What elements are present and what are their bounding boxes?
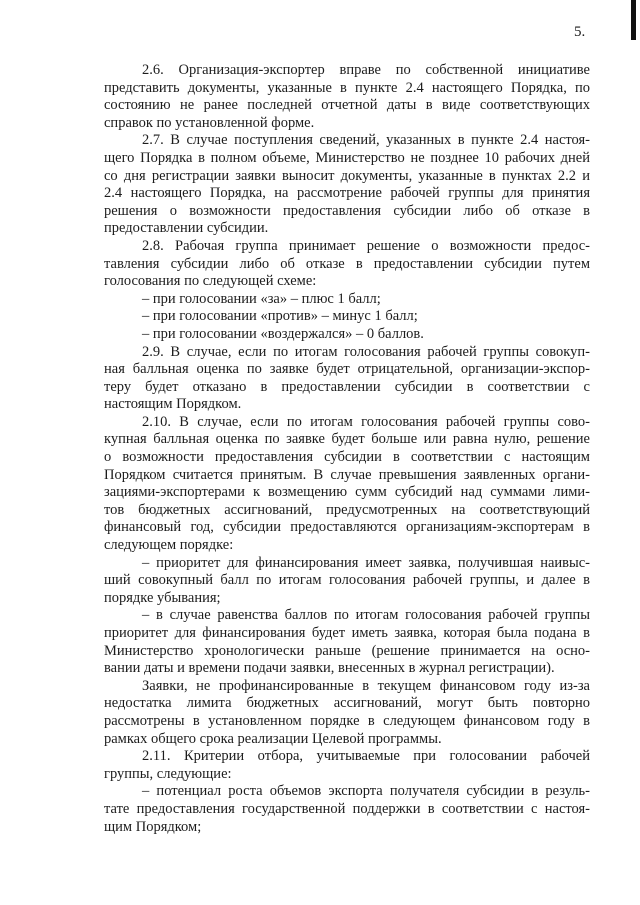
text-line: тате предоставления государственной поддержки в соответствии с настоя- <box>104 800 590 817</box>
text-line: предоставлении субсидии. <box>104 220 269 237</box>
text-line: тавления субсидии либо об отказе в предоставлении субсидии путем <box>104 255 590 272</box>
text-line: тов бюджетных ассигнований, предусмотренных на соответствующий <box>104 501 590 518</box>
document-body <box>104 62 590 836</box>
page-number: 5. <box>574 24 586 40</box>
text-line: 2.6. Организация-экспортер вправе по собственной инициативе <box>142 62 590 78</box>
paragraph <box>104 62 590 132</box>
text-line: рамках общего срока реализации Целевой программы. <box>104 730 442 747</box>
text-line: голосования по следующей схеме: <box>104 273 317 290</box>
text-line: ная балльная оценка по заявке будет отрицательной, организации-экспор- <box>104 361 590 378</box>
text-line: решения о возможности предоставления субсидии либо об отказе в <box>104 202 590 219</box>
paragraph <box>104 748 590 783</box>
text-line: рассмотрены в установленном порядке в следующем финансовом году в <box>104 712 590 729</box>
text-line: Заявки, не профинансированные в текущем финансовом году из-за <box>142 677 590 694</box>
paragraph <box>104 308 590 326</box>
text-line: приоритет для финансирования будет иметь заявка, которая была подана в <box>104 625 590 641</box>
text-line: 2.8. Рабочая группа принимает решение о возможности предос- <box>142 237 590 254</box>
text-line: Порядком считается принятым. В случае превышения заявленных органи- <box>104 466 590 483</box>
text-line: финансовый год, субсидии предоставляются организациям-экспортерам в <box>104 519 590 536</box>
text-line: купная балльная оценка по заявке будет больше или равна нулю, решение <box>104 431 590 448</box>
text-line: теру будет отказано в предоставлении субсидии в соответствии с <box>104 378 590 395</box>
text-line: 2.4 настоящего Порядка, на рассмотрение рабочей группы для принятия <box>104 185 590 202</box>
paragraph <box>104 414 590 555</box>
paragraph <box>104 132 590 238</box>
text-line: – в случае равенства баллов по итогам голосования рабочей группы <box>142 607 590 624</box>
text-line: – при голосовании «за» – плюс 1 балл; <box>142 290 381 307</box>
paragraph <box>104 783 590 836</box>
text-line: зациями-экспортерами к возмещению сумм субсидий над суммами лими- <box>104 484 590 501</box>
text-line: следующем порядке: <box>104 537 234 554</box>
text-line: щим Порядком; <box>104 818 202 835</box>
paragraph <box>104 678 590 748</box>
text-line: настоящим Порядком. <box>104 396 242 413</box>
text-line: 2.9. В случае, если по итогам голосования рабочей группы совокуп- <box>142 343 590 360</box>
page-edge-mark <box>631 0 636 40</box>
text-line: представить документы, указанные в пункте 2.4 настоящего Порядка, по <box>104 79 590 96</box>
text-line: порядке убывания; <box>104 589 221 606</box>
text-line: вании даты и времени подачи заявки, внесенных в журнал регистрации). <box>104 660 555 677</box>
text-line: – потенциал роста объемов экспорта получателя субсидии в резуль- <box>142 783 590 800</box>
text-line: 2.11. Критерии отбора, учитываемые при голосовании рабочей <box>142 748 590 765</box>
paragraph <box>104 607 590 677</box>
text-line: ший совокупный балл по итогам голосования рабочей группы, и далее в <box>104 572 590 589</box>
text-line: – при голосовании «воздержался» – 0 баллов. <box>142 325 424 342</box>
text-line: справок по установленной форме. <box>104 114 315 131</box>
text-line: 2.7. В случае поступления сведений, указанных в пункте 2.4 настоя- <box>142 132 590 149</box>
text-line: состоянию не ранее последней отчетной даты в виде соответствующих <box>104 97 590 114</box>
paragraph <box>104 555 590 608</box>
text-line: недостатка лимита бюджетных ассигнований, могут быть повторно <box>104 695 590 712</box>
text-line: группы, следующие: <box>104 765 232 782</box>
text-line: – приоритет для финансирования имеет заявка, получившая наивыс- <box>142 554 590 571</box>
paragraph <box>104 326 590 344</box>
text-line: щего Порядка в полном объеме, Министерство не позднее 10 рабочих дней <box>104 149 590 166</box>
paragraph <box>104 238 590 291</box>
text-line: Министерство хронологически раньше (решение принимается на осно- <box>104 642 590 659</box>
paragraph <box>104 291 590 309</box>
text-line: о возможности предоставления субсидии в соответствии с настоящим <box>104 449 590 466</box>
text-line: со дня регистрации заявки выносит документы, указанные в пунктах 2.2 и <box>104 167 590 184</box>
text-line: – при голосовании «против» – минус 1 балл; <box>142 308 418 325</box>
paragraph <box>104 344 590 414</box>
text-line: 2.10. В случае, если по итогам голосования рабочей группы сово- <box>142 413 590 430</box>
